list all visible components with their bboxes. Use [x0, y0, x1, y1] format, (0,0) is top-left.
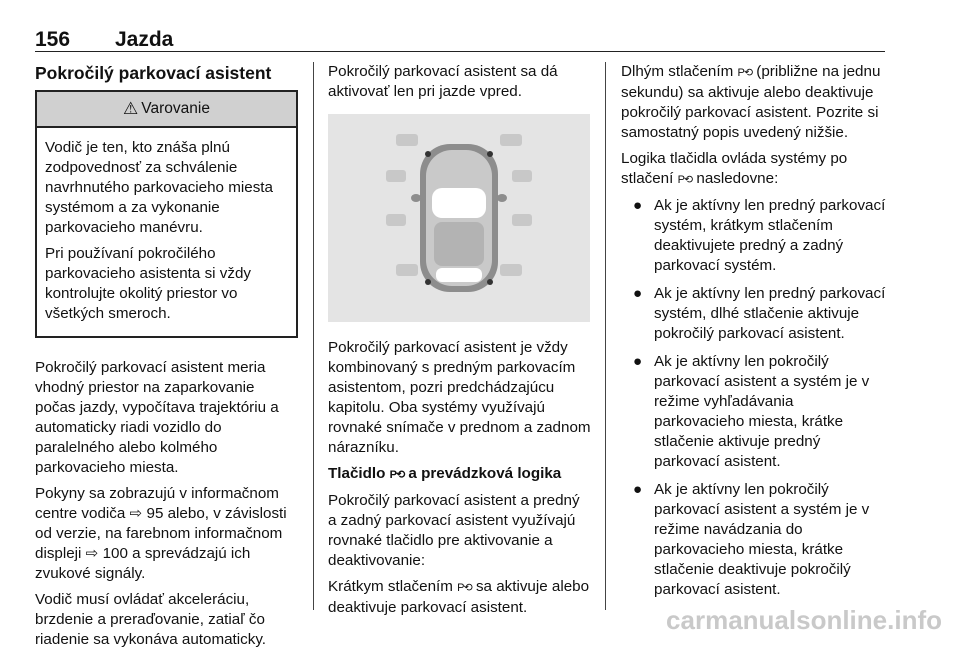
body-paragraph: Pokyny sa zobrazujú v informačnom centre vodiča ⇨ 95 alebo, v závislosti od verzie, na farebnom informačnom displeji ⇨ 100 a sprevádzajú ich zvukové signály.	[35, 485, 287, 582]
column-1	[35, 62, 298, 656]
body-paragraph: Pokročilý parkovací asistent a predný a zadný parkovací asistent využívajú rovnaké tlačidlo pre aktivovanie a deaktivovanie:	[328, 492, 580, 569]
parking-button-icon: P⟲	[457, 582, 472, 594]
body-paragraph: Vodič musí ovládať akceleráciu, brzdenie a preraďovanie, zatiaľ čo riadenie sa vykonáva automaticky.	[35, 591, 267, 648]
bullet-icon: ●	[633, 353, 643, 370]
header-rule	[35, 51, 885, 52]
warning-icon: ⚠	[123, 99, 139, 118]
page-number: 156	[35, 28, 71, 51]
subheading: Tlačidlo P⟲ a prevádzková logika	[328, 465, 562, 482]
parking-button-icon: P⟲	[737, 67, 753, 79]
chapter-title: Jazda	[115, 28, 174, 51]
section-title: Pokročilý parkovací asistent	[35, 63, 272, 83]
warning-paragraph: Vodič je ten, kto znáša plnú zodpovednosť za schválenie navrhnutého parkovacieho miesta systémom a za vykonanie parkovacieho manévru.	[45, 139, 273, 236]
warning-body	[37, 128, 296, 336]
page-header	[35, 28, 885, 52]
warning-box	[35, 90, 298, 338]
warning-header	[37, 92, 296, 128]
column-divider	[605, 62, 606, 610]
body-paragraph: Pokročilý parkovací asistent meria vhodný priestor na zaparkovanie počas jazdy, vypočítava trajektóriu a automaticky riadi vozidlo do paralelného alebo kolmého parkovacieho miesta.	[35, 359, 279, 476]
list-item: ● Ak je aktívny len pokročilý parkovací asistent a systém je v režime navádzania do parkovacieho miesta, krátke stlačenie deaktivuje pokročilý parkovací asistent.	[633, 481, 870, 598]
warning-label: Varovanie	[141, 100, 210, 117]
body-paragraph: Logika tlačidla ovláda systémy po stlačení P⟲ nasledovne:	[621, 150, 848, 187]
watermark: carmanualsonline.info	[666, 605, 942, 635]
body-paragraph: Dlhým stlačením P⟲ (približne na jednu sekundu) sa aktivuje alebo deaktivuje pokročilý parkovací asistent. Pozrite si samostatný popis uvedený nižšie.	[621, 63, 881, 141]
column-2	[328, 62, 592, 624]
bullet-icon: ●	[633, 481, 643, 498]
column-divider	[313, 62, 314, 610]
list-item: ● Ak je aktívny len predný parkovací systém, krátkym stlačením deaktivujete predný a zadný parkovací systém.	[633, 197, 886, 274]
bullet-list	[621, 196, 887, 600]
warning-paragraph: Pri používaní pokročilého parkovacieho asistenta si vždy kontrolujte okolitý priestor vo všetkých smeroch.	[45, 245, 251, 322]
list-item: ● Ak je aktívny len pokročilý parkovací asistent a systém je v režime vyhľadávania parkovacieho miesta, krátke stlačenie aktivuje predný parkovací asistent.	[633, 353, 870, 470]
parking-button-icon: P⟲	[389, 469, 405, 481]
column-3	[621, 62, 887, 608]
car-sensor-figure	[328, 114, 590, 322]
car-top-view-illustration	[328, 114, 590, 322]
parking-button-icon: P⟲	[677, 174, 693, 186]
list-item: ● Ak je aktívny len predný parkovací systém, dlhé stlačenie aktivuje pokročilý parkovací asistent.	[633, 285, 886, 342]
body-paragraph: Pokročilý parkovací asistent sa dá aktivovať len pri jazde vpred.	[328, 63, 558, 100]
bullet-icon: ●	[633, 197, 643, 214]
body-paragraph: Krátkym stlačením P⟲ sa aktivuje alebo deaktivuje parkovací asistent.	[328, 578, 590, 616]
bullet-icon: ●	[633, 285, 643, 302]
body-paragraph: Pokročilý parkovací asistent je vždy kombinovaný s predným parkovacím asistentom, pozri predchádzajúcu kapitolu. Oba systémy využívajú rovnaké snímače v prednom a zadnom nárazníku.	[328, 339, 591, 456]
